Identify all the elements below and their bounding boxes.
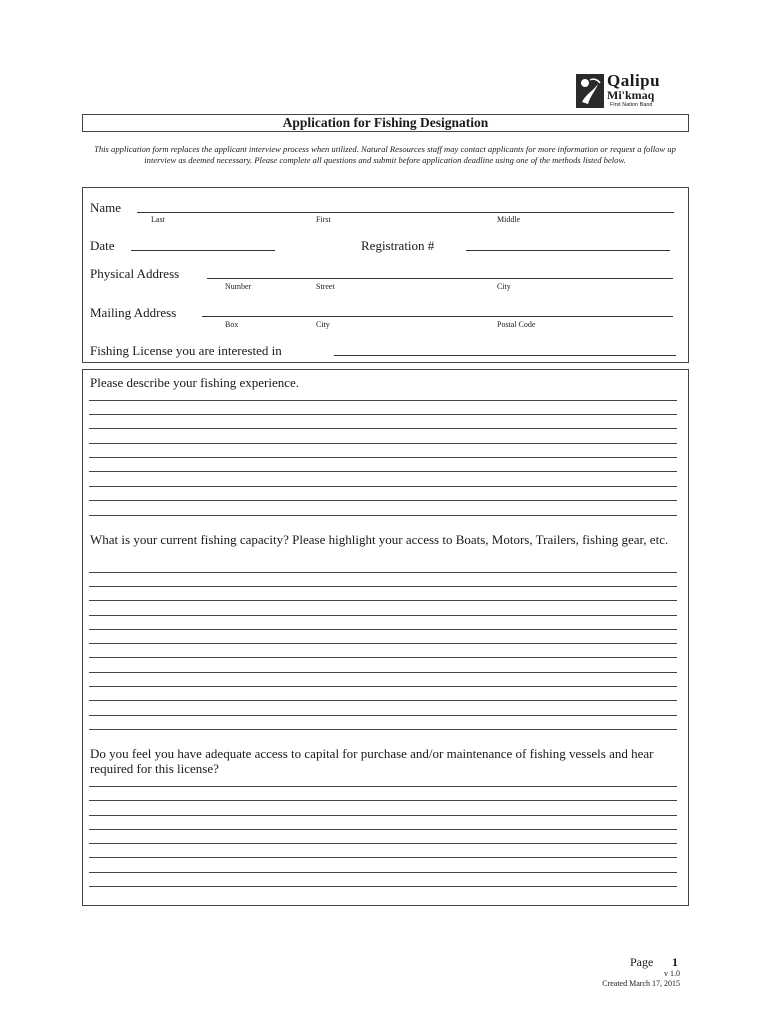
physical-sub-street: Street (316, 282, 335, 291)
questions-section (82, 369, 689, 906)
logo-name-line3: First Nation Band (610, 102, 653, 108)
answer-line[interactable] (89, 829, 677, 830)
answer-line[interactable] (89, 400, 677, 401)
answer-line[interactable] (89, 629, 677, 630)
answer-line[interactable] (89, 471, 677, 472)
name-field[interactable] (137, 212, 674, 213)
page-number: 1 (672, 955, 678, 969)
answer-line[interactable] (89, 815, 677, 816)
mailing-address-field[interactable] (202, 316, 673, 317)
logo-name-line2: Mi'kmaq (607, 88, 655, 102)
question-fishing-capacity: What is your current fishing capacity? Please highlight your access to Boats, Motors, Trailers, fishing gear, etc. (90, 532, 669, 547)
page-label: Page (630, 955, 654, 969)
answer-line[interactable] (89, 515, 677, 516)
answer-line[interactable] (89, 886, 677, 887)
answer-line[interactable] (89, 586, 677, 587)
mailing-address-label: Mailing Address (90, 305, 177, 320)
answer-line[interactable] (89, 643, 677, 644)
answer-line[interactable] (89, 657, 677, 658)
answer-line[interactable] (89, 700, 677, 701)
answer-line[interactable] (89, 486, 677, 487)
question-capital-access: Do you feel you have adequate access to capital for purchase and/or maintenance of fishing vessels and hear required for this license? (90, 746, 654, 776)
fishing-license-label: Fishing License you are interested in (90, 343, 282, 358)
answer-line[interactable] (89, 572, 677, 573)
answer-line[interactable] (89, 872, 677, 873)
answer-line[interactable] (89, 457, 677, 458)
created-date: Created March 17, 2015 (602, 979, 680, 988)
mailing-sub-city: City (316, 320, 330, 329)
date-label: Date (90, 238, 115, 253)
answer-line[interactable] (89, 857, 677, 858)
answer-line[interactable] (89, 600, 677, 601)
logo-emblem-icon (576, 74, 604, 108)
answer-line[interactable] (89, 615, 677, 616)
registration-field[interactable] (466, 250, 670, 251)
physical-address-label: Physical Address (90, 266, 180, 281)
physical-sub-city: City (497, 282, 511, 291)
registration-label: Registration # (361, 238, 435, 253)
intro-text: This application form replaces the applicant interview process when utilized. Natural Resources staff may contact applicants for more information or request a follow up interview as deemed necessary. Please complete all questions and submit before application deadline using one of the methods listed below. (94, 144, 676, 166)
mailing-sub-box: Box (225, 320, 239, 329)
name-sub-middle: Middle (497, 215, 521, 224)
answer-line[interactable] (89, 729, 677, 730)
qalipu-logo (576, 71, 688, 110)
fishing-license-field[interactable] (334, 355, 676, 356)
name-sub-first: First (316, 215, 331, 224)
answer-line[interactable] (89, 500, 677, 501)
question-fishing-experience: Please describe your fishing experience. (90, 375, 300, 390)
answer-line[interactable] (89, 428, 677, 429)
name-sub-last: Last (151, 215, 165, 224)
logo-name-line1: Qalipu (607, 71, 661, 90)
answer-line[interactable] (89, 786, 677, 787)
answer-line[interactable] (89, 443, 677, 444)
answer-line[interactable] (89, 672, 677, 673)
answer-line[interactable] (89, 715, 677, 716)
answer-line[interactable] (89, 800, 677, 801)
version-text: v 1.0 (664, 969, 680, 978)
physical-address-field[interactable] (207, 278, 673, 279)
answer-line[interactable] (89, 414, 677, 415)
form-title: Application for Fishing Designation (282, 115, 489, 130)
mailing-sub-postal: Postal Code (497, 320, 536, 329)
name-label: Name (90, 200, 122, 215)
answer-line[interactable] (89, 686, 677, 687)
title-box (82, 114, 689, 132)
date-field[interactable] (131, 250, 275, 251)
answer-line[interactable] (89, 843, 677, 844)
physical-sub-number: Number (225, 282, 252, 291)
